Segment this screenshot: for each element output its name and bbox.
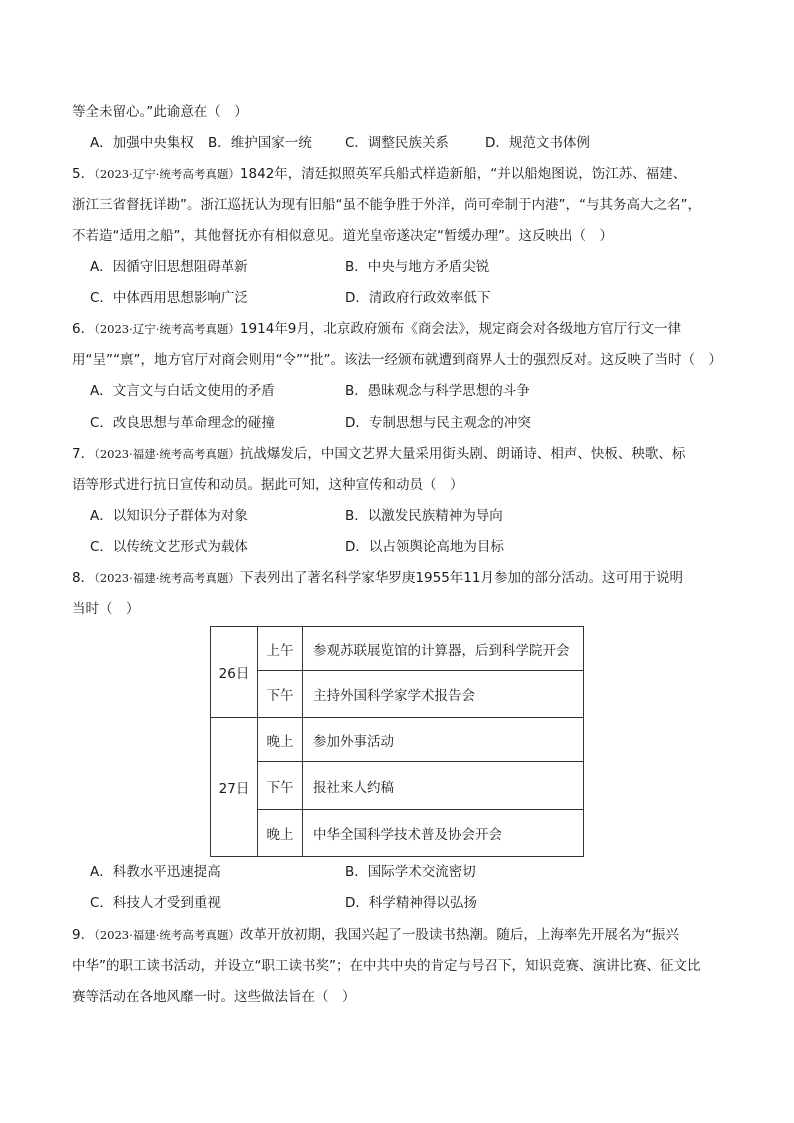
table-row [211,627,584,671]
q6-stem-line-1 [72,319,681,339]
table-activity-cell: 中华全国科学技术普及协会开会 [303,810,584,857]
question-number: 9． [72,927,95,943]
table-time-cell: 上午 [258,627,303,671]
q5-stem-line-3: 不若造“适用之船”，其他督抚亦有相似意见。道光皇帝遂决定“暂缓办理”。这反映出（ ） [72,228,613,244]
q6-option-a: A．文言文与白话文使用的矛盾 [90,383,275,399]
q9-stem-line-3: 赛等活动在各地风靡一时。这些做法旨在（ ） [72,989,356,1005]
table-day-cell: 27日 [211,718,258,857]
q8-option-a: A．科教水平迅速提高 [90,864,221,880]
q9-stem-line-2: 中华”的职工读书活动，并设立“职工读书奖”；在中共中央的肯定与号召下，知识竞赛、演讲比赛、征文比 [72,958,701,974]
q8-option-c: C．科技人才受到重视 [90,895,221,911]
q8-option-b: B．国际学术交流密切 [345,864,476,880]
q8-stem-line-2: 当时（ ） [72,601,140,617]
q7-option-b: B．以激发民族精神为导向 [345,508,503,524]
schedule-table [210,626,584,857]
question-source: （2023·辽宁·统考高考真题） [94,322,240,336]
q9-stem-line-1 [72,925,679,945]
table-time-cell: 晚上 [258,810,303,857]
question-source: （2023·辽宁·统考高考真题） [94,167,240,181]
table-time-cell: 下午 [258,671,303,718]
question-source: （2023·福建·统考高考真题） [94,928,240,942]
q8-stem-line-1 [72,568,683,588]
q6-stem-line-2: 用“呈”“禀”，地方官厅对商会则用“令”“批”。该法一经颁布就遭到商界人士的强烈反对。这反映了当时（ ） [72,352,722,368]
table-row [211,671,584,718]
q4-stem-continuation: 等全未留心。”此谕意在（ ） [72,104,248,120]
q7-stem-line-1 [72,444,685,464]
question-source: （2023·福建·统考高考真题） [94,571,240,585]
question-number: 7． [72,446,95,462]
q6-text: 1914年9月，北京政府颁布《商会法》，规定商会对各级地方官厅行文一律 [239,321,682,337]
table-time-cell: 下午 [258,762,303,810]
q5-stem-line-1 [72,164,686,184]
question-number: 8． [72,570,95,586]
q7-text: 抗战爆发后，中国文艺界大量采用街头剧、朗诵诗、相声、快板、秧歌、标 [239,446,686,462]
question-number: 6． [72,321,95,337]
q4-option-a: A．加强中央集权 [90,135,194,151]
q5-stem-line-2: 浙江三省督抚详勘”。浙江巡抚认为现有旧船“虽不能争胜于外洋，尚可牵制于内港”，“与其务高大之名”， [72,197,701,213]
q6-option-d: D．专制思想与民主观念的冲突 [345,415,531,431]
q8-text: 下表列出了著名科学家华罗庚1955年11月参加的部分活动。这可用于说明 [239,570,683,586]
table-row [211,810,584,857]
q7-option-d: D．以占领舆论高地为目标 [345,539,504,555]
q7-stem-line-2: 语等形式进行抗日宣传和动员。据此可知，这种宣传和动员（ ） [72,477,464,493]
table-activity-cell: 主持外国科学家学术报告会 [303,671,584,718]
q5-option-b: B．中央与地方矛盾尖锐 [345,259,490,275]
question-number: 5． [72,166,95,182]
question-source: （2023·福建·统考高考真题） [94,447,240,461]
q4-option-c: C．调整民族关系 [345,135,449,151]
q5-option-c: C．中体西用思想影响广泛 [90,290,248,306]
q5-option-d: D．清政府行政效率低下 [345,290,491,306]
q9-text: 改革开放初期，我国兴起了一股读书热潮。随后，上海率先开展名为“振兴 [239,927,679,943]
q4-option-b: B．维护国家一统 [208,135,312,151]
table-row [211,718,584,762]
q7-option-a: A．以知识分子群体为对象 [90,508,248,524]
table-time-cell: 晚上 [258,718,303,762]
q6-option-c: C．改良思想与革命理念的碰撞 [90,415,275,431]
q4-option-d: D．规范文书体例 [485,135,590,151]
q5-text: 1842年，清廷拟照英军兵船式样造新船，“并以船炮图说，饬江苏、福建、 [239,166,687,182]
q5-option-a: A．因循守旧思想阻碍革新 [90,259,248,275]
table-day-cell: 26日 [211,627,258,718]
table-activity-cell: 报社来人约稿 [303,762,584,810]
q7-option-c: C．以传统文艺形式为载体 [90,539,248,555]
table-activity-cell: 参观苏联展览馆的计算器，后到科学院开会 [303,627,584,671]
q6-option-b: B．愚昧观念与科学思想的斗争 [345,383,530,399]
table-row [211,762,584,810]
table-activity-cell: 参加外事活动 [303,718,584,762]
q8-option-d: D．科学精神得以弘扬 [345,895,477,911]
